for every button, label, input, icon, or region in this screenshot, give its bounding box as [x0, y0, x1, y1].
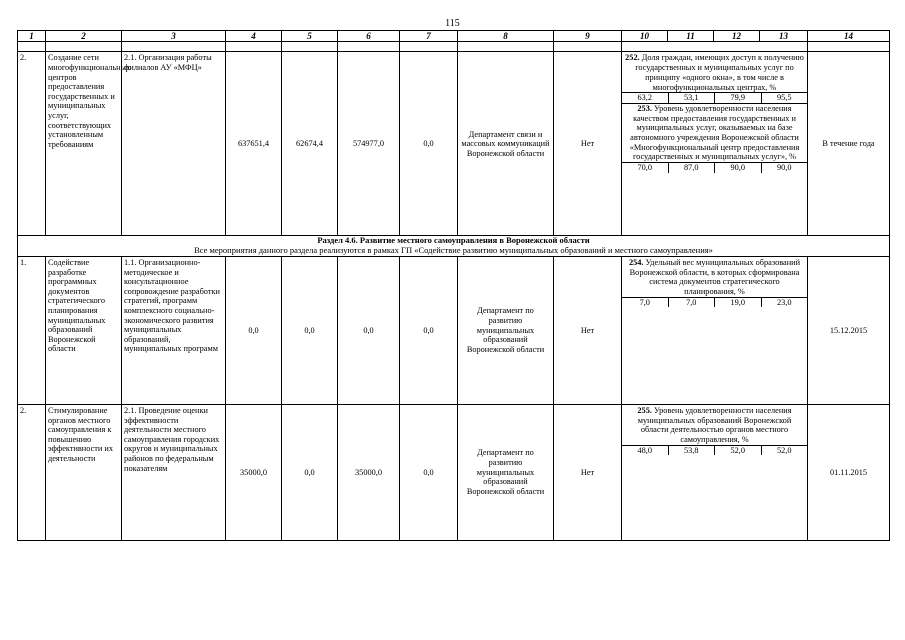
event-name: Создание сети многофункциональных центров предоставления государственных и муниципальных услуг, соответствующих установленным требованиям — [46, 52, 122, 236]
executor: Департамент по развитию муниципальных образований Воронежской области — [458, 404, 554, 540]
indicator-text: Доля граждан, имеющих доступ к получению государственных и муниципальных услуг по принципу «одного окна», в том числе в многофункциональных центрах, % — [635, 53, 804, 92]
funding-local: 0,0 — [400, 404, 458, 540]
indicator — [624, 258, 805, 297]
indicators-cell — [622, 256, 808, 404]
flag-cell: Нет — [554, 404, 622, 540]
indicator-value: 48,0 — [622, 446, 669, 456]
executor: Департамент по развитию муниципальных образований Воронежской области — [458, 256, 554, 404]
table-row — [18, 52, 890, 236]
activity-name: 2.1. Организация работы филиалов АУ «МФЦ» — [122, 52, 226, 236]
section-header — [18, 236, 890, 257]
header-cell: 2 — [46, 31, 122, 42]
page-number: 115 — [445, 18, 460, 29]
header-cell: 13 — [760, 31, 808, 42]
column-number-row — [18, 31, 890, 42]
indicator-value: 7,0 — [669, 298, 716, 308]
indicator-value: 52,0 — [776, 445, 792, 455]
header-cell: 12 — [714, 31, 760, 42]
indicator-text: Уровень удовлетворенности населения муниципальных образований Воронежской области деятельностью органов местного самоуправления, % — [637, 405, 792, 445]
header-cell: 7 — [400, 31, 458, 42]
deadline: 01.11.2015 — [808, 404, 890, 540]
indicator-value: 7,0 — [622, 298, 669, 308]
indicator-text: Уровень удовлетворенности населения качеством предоставления государственных и муниципальных услуг, оказываемых на базе автономного учреждения Воронежской области «Многофункциональный центр предоставления государственных и муниципальных услуг», % — [629, 103, 800, 162]
table-row — [18, 404, 890, 540]
header-cell: 3 — [122, 31, 226, 42]
row-number: 2. — [18, 52, 46, 236]
header-cell: 6 — [338, 31, 400, 42]
indicator-values — [622, 92, 807, 104]
funding-federal: 62674,4 — [282, 52, 338, 236]
funding-federal: 0,0 — [282, 256, 338, 404]
indicator-value: 79,9 — [715, 93, 762, 103]
indicator-number: 252. — [625, 53, 640, 63]
indicator-value: 52,0 — [715, 446, 762, 456]
indicator-number: 253. — [637, 103, 652, 113]
header-cell: 5 — [282, 31, 338, 42]
activity-name: 1.1. Организационно-методическое и консультационное сопровождение разработки стратегий, программ комплексного социально-экономического развития муниципальных образований, муниципальных программ — [122, 256, 226, 404]
flag-cell: Нет — [554, 52, 622, 236]
funding-regional: 574977,0 — [338, 52, 400, 236]
funding-local: 0,0 — [400, 52, 458, 236]
indicator-value: 90,0 — [776, 163, 792, 173]
indicators-cell — [622, 52, 808, 236]
header-cell: 1 — [18, 31, 46, 42]
header-cell: 10 — [622, 31, 668, 42]
indicator — [624, 406, 805, 445]
indicator-value: 53,1 — [669, 93, 716, 103]
funding-local: 0,0 — [400, 256, 458, 404]
funding-total: 637651,4 — [226, 52, 282, 236]
indicator-value: 90,0 — [715, 163, 762, 173]
header-cell: 11 — [668, 31, 714, 42]
section-row — [18, 236, 890, 257]
indicator-number: 255. — [637, 405, 652, 415]
table-row — [18, 256, 890, 404]
indicator — [624, 53, 805, 92]
indicator-value: 70,0 — [622, 163, 669, 173]
row-number: 1. — [18, 256, 46, 404]
indicator-value: 53,8 — [669, 446, 716, 456]
funding-regional: 35000,0 — [338, 404, 400, 540]
indicator-value: 95,5 — [776, 93, 792, 103]
funding-federal: 0,0 — [282, 404, 338, 540]
spacer-row — [18, 42, 890, 52]
section-subtitle: Все мероприятия данного раздела реализуются в рамках ГП «Содействие развитию муниципальных образований и местного самоуправления» — [194, 245, 713, 256]
activity-name: 2.1. Проведение оценки эффективности деятельности местного самоуправления городских округов и муниципальных районов по федеральным показателям — [122, 404, 226, 540]
indicator-value: 19,0 — [715, 298, 762, 308]
event-name: Содействие разработке программных документов стратегического планирования муниципальных образований Воронежской области — [46, 256, 122, 404]
indicator-values — [622, 445, 807, 456]
indicator-value: 87,0 — [669, 163, 716, 173]
funding-total: 0,0 — [226, 256, 282, 404]
deadline: В течение года — [808, 52, 890, 236]
row-number: 2. — [18, 404, 46, 540]
header-cell: 4 — [226, 31, 282, 42]
indicator — [624, 104, 805, 162]
section-title: Раздел 4.6. Развитие местного самоуправления в Воронежской области — [317, 235, 590, 246]
indicator-value: 63,2 — [622, 93, 669, 103]
deadline: 15.12.2015 — [808, 256, 890, 404]
indicators-cell — [622, 404, 808, 540]
funding-regional: 0,0 — [338, 256, 400, 404]
header-cell: 9 — [554, 31, 622, 42]
indicator-values — [622, 162, 807, 173]
header-cell: 8 — [458, 31, 554, 42]
indicator-number: 254. — [628, 257, 644, 267]
funding-total: 35000,0 — [226, 404, 282, 540]
executor: Департамент связи и массовых коммуникаций Воронежской области — [458, 52, 554, 236]
indicator-value: 23,0 — [776, 297, 792, 307]
event-name: Стимулирование органов местного самоуправления к повышению эффективности их деятельности — [46, 404, 122, 540]
indicator-values — [622, 297, 807, 308]
header-cell: 14 — [808, 31, 890, 42]
flag-cell: Нет — [554, 256, 622, 404]
program-table — [17, 30, 890, 541]
indicator-text: Удельный вес муниципальных образований Воронежской области, в которых сформирована система документов стратегического планирования, % — [629, 257, 801, 297]
